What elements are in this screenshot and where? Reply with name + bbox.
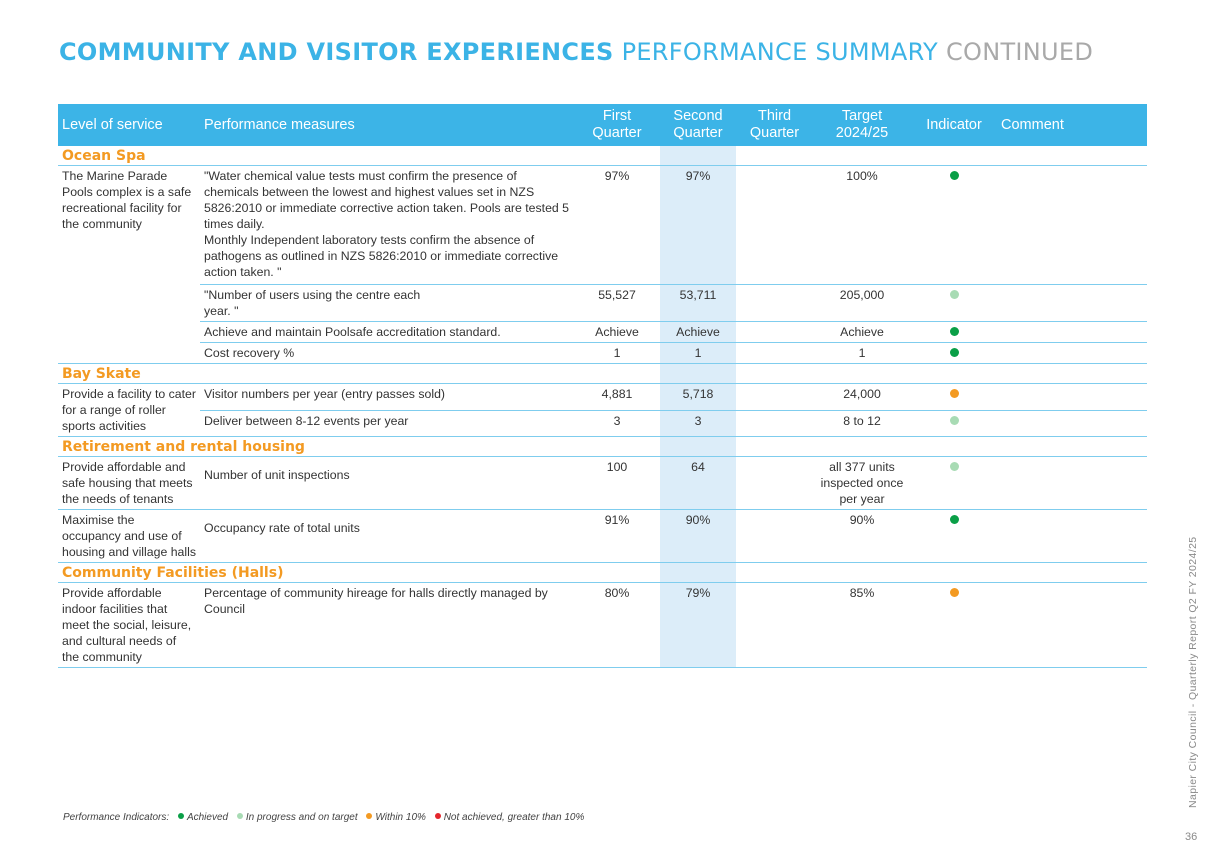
indicator-cell [911, 166, 997, 285]
q3-value [736, 166, 813, 285]
q3-value [736, 410, 813, 437]
table-row [58, 384, 1147, 411]
q2-value: 90% [660, 510, 736, 563]
legend-achieved: Achieved [186, 812, 229, 823]
table-header-row [58, 104, 1147, 146]
page-title-continued: CONTINUED [945, 38, 1094, 66]
status-dot-icon [950, 348, 959, 357]
q1-value: 100 [574, 457, 660, 510]
comment [997, 285, 1147, 322]
level-of-service: Provide affordable and safe housing that meets the needs of tenants [58, 457, 200, 510]
comment [997, 410, 1147, 437]
achieved-dot-icon [178, 813, 184, 819]
q1-value: Achieve [574, 322, 660, 343]
legend-in-progress: In progress and on target [245, 812, 358, 823]
indicator-cell [911, 510, 997, 563]
header-indicator: Indicator [911, 104, 997, 146]
target-value: 90% [813, 510, 911, 563]
comment [997, 343, 1147, 364]
comment [997, 322, 1147, 343]
level-of-service: The Marine Parade Pools complex is a safe recreational facility for the community [58, 166, 200, 364]
table-row [58, 285, 1147, 322]
within-10-dot-icon [366, 813, 372, 819]
page-number: 36 [1185, 831, 1198, 843]
table-row [58, 457, 1147, 510]
legend-within-10: Within 10% [375, 812, 426, 823]
header-target: Target 2024/25 [813, 104, 911, 146]
q2-value: 3 [660, 410, 736, 437]
q1-value: 80% [574, 583, 660, 668]
page-title-sub: PERFORMANCE SUMMARY [621, 38, 939, 66]
page-title-main: COMMUNITY AND VISITOR EXPERIENCES [59, 38, 614, 66]
status-dot-icon [950, 327, 959, 336]
q2-value: 53,711 [660, 285, 736, 322]
header-q2: Second Quarter [660, 104, 736, 146]
status-dot-icon [950, 416, 959, 425]
status-dot-icon [950, 290, 959, 299]
header-comment: Comment [997, 104, 1147, 146]
performance-legend [63, 812, 584, 823]
level-of-service: Maximise the occupancy and use of housing and village halls [58, 510, 200, 563]
indicator-cell [911, 343, 997, 364]
indicator-cell [911, 583, 997, 668]
q1-value: 55,527 [574, 285, 660, 322]
indicator-cell [911, 410, 997, 437]
not-achieved-dot-icon [435, 813, 441, 819]
comment [997, 583, 1147, 668]
q1-value: 4,881 [574, 384, 660, 411]
header-level: Level of service [58, 104, 200, 146]
level-of-service: Provide affordable indoor facilities that meet the social, leisure, and cultural needs of the community [58, 583, 200, 668]
measure: "Number of users using the centre each year. " [200, 285, 574, 322]
q3-value [736, 510, 813, 563]
target-value: 85% [813, 583, 911, 668]
q1-value: 3 [574, 410, 660, 437]
table-row [58, 410, 1147, 437]
section-row [58, 563, 1147, 583]
performance-table [58, 104, 1147, 668]
comment [997, 384, 1147, 411]
table-row [58, 166, 1147, 285]
header-q1: First Quarter [574, 104, 660, 146]
legend-not-achieved: Not achieved, greater than 10% [443, 812, 585, 823]
q3-value [736, 583, 813, 668]
section-title: Community Facilities (Halls) [58, 563, 660, 583]
indicator-cell [911, 322, 997, 343]
q2-value: 64 [660, 457, 736, 510]
q2-value: 97% [660, 166, 736, 285]
q3-value [736, 384, 813, 411]
table-row [58, 343, 1147, 364]
q1-value: 97% [574, 166, 660, 285]
target-value: Achieve [813, 322, 911, 343]
in-progress-dot-icon [237, 813, 243, 819]
section-row [58, 146, 1147, 166]
target-value: 24,000 [813, 384, 911, 411]
section-title: Retirement and rental housing [58, 437, 660, 457]
indicator-cell [911, 285, 997, 322]
measure: Occupancy rate of total units [200, 510, 574, 563]
table-row [58, 510, 1147, 563]
header-q3: Third Quarter [736, 104, 813, 146]
target-value: 205,000 [813, 285, 911, 322]
measure: Achieve and maintain Poolsafe accreditation standard. [200, 322, 574, 343]
target-value: 1 [813, 343, 911, 364]
level-of-service: Provide a facility to cater for a range of roller sports activities [58, 384, 200, 437]
table-row [58, 322, 1147, 343]
page-title [59, 38, 1093, 66]
report-side-label: Napier City Council - Quarterly Report Q2 FY 2024/25 [1187, 536, 1199, 808]
q3-value [736, 322, 813, 343]
status-dot-icon [950, 389, 959, 398]
table-row [58, 583, 1147, 668]
section-row [58, 437, 1147, 457]
comment [997, 510, 1147, 563]
status-dot-icon [950, 515, 959, 524]
q1-value: 1 [574, 343, 660, 364]
status-dot-icon [950, 588, 959, 597]
q2-value: 79% [660, 583, 736, 668]
comment [997, 166, 1147, 285]
indicator-cell [911, 384, 997, 411]
target-value: all 377 units inspected once per year [813, 457, 911, 510]
status-dot-icon [950, 171, 959, 180]
header-measures: Performance measures [200, 104, 574, 146]
section-title: Ocean Spa [58, 146, 660, 166]
section-row [58, 364, 1147, 384]
measure: Visitor numbers per year (entry passes sold) [200, 384, 574, 411]
q2-value: 5,718 [660, 384, 736, 411]
q3-value [736, 343, 813, 364]
q3-value [736, 457, 813, 510]
measure: "Water chemical value tests must confirm the presence of chemicals between the lowest and highest values set in NZS 5826:2010 or immediate corrective action taken. Pools are tested 5 times daily. Monthly Independent laboratory tests confirm the absence of pathogens as outlined in NZS 5826:2010 or immediate corrective action taken. " [200, 166, 574, 285]
status-dot-icon [950, 462, 959, 471]
q1-value: 91% [574, 510, 660, 563]
measure: Percentage of community hireage for halls directly managed by Council [200, 583, 574, 668]
target-value: 100% [813, 166, 911, 285]
q3-value [736, 285, 813, 322]
section-title: Bay Skate [58, 364, 660, 384]
measure: Deliver between 8-12 events per year [200, 410, 574, 437]
measure: Cost recovery % [200, 343, 574, 364]
measure: Number of unit inspections [200, 457, 574, 510]
q2-value: Achieve [660, 322, 736, 343]
indicator-cell [911, 457, 997, 510]
legend-label: Performance Indicators: [63, 812, 170, 823]
comment [997, 457, 1147, 510]
target-value: 8 to 12 [813, 410, 911, 437]
q2-value: 1 [660, 343, 736, 364]
